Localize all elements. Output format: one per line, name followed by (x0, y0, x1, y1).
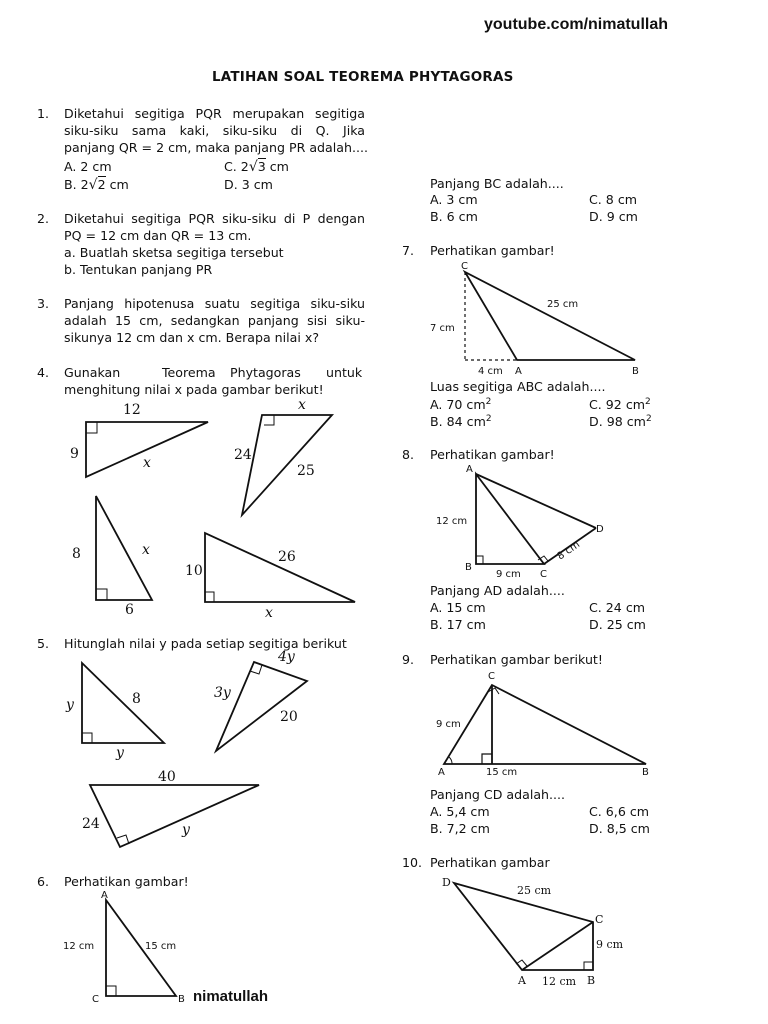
label: 9 cm (436, 719, 461, 730)
sub-question-b: b. Tentukan panjang PR (64, 262, 213, 277)
question-number: 8. (402, 447, 415, 462)
q5-figures (0, 645, 380, 860)
q8-question: Panjang AD adalah.... (430, 583, 565, 598)
question-text: Hitunglah nilai y pada setiap segitiga berikut (64, 636, 347, 651)
vertex-b-label: B (587, 974, 596, 987)
triangle-b (214, 649, 307, 751)
q8-option-c: C. 24 cm (589, 600, 646, 615)
q8-option-b: B. 17 cm (430, 617, 486, 632)
q6-figure (50, 888, 200, 1008)
label: 9 cm (496, 569, 521, 580)
label: x (298, 397, 306, 413)
option-b: B. 2√2 cm (64, 177, 129, 193)
q9-option-c: C. 6,6 cm (589, 804, 650, 819)
label: 24 (82, 816, 100, 832)
q9-option-a: A. 5,4 cm (430, 804, 490, 819)
q6-option-c: C. 8 cm (589, 192, 638, 207)
triangle-a (65, 663, 164, 761)
label: 4y (278, 649, 295, 665)
label: 3y (214, 685, 231, 701)
question-number: 1. (37, 106, 50, 121)
label: 6 (125, 602, 134, 618)
vertex-d-label: D (596, 524, 604, 535)
question-text: untuk (326, 365, 363, 380)
q6-question: Panjang BC adalah.... (430, 176, 564, 191)
q8-figure (420, 460, 620, 582)
question-text: menghitung nilai x pada gambar berikut! (64, 382, 324, 397)
vertex-b-label: B (632, 366, 639, 377)
label: 20 (280, 709, 298, 725)
question-text: adalah 15 cm, sedangkan panjang sisi siku- (64, 313, 365, 328)
label: x (265, 605, 273, 621)
q8-option-a: A. 15 cm (430, 600, 486, 615)
label: 9 cm (596, 938, 624, 951)
vertex-a-label: A (438, 767, 445, 778)
question-number: 5. (37, 636, 50, 651)
vertex-a-label: A (101, 890, 108, 901)
question-text: panjang QR = 2 cm, maka panjang PR adalah.... (64, 140, 368, 155)
triangle-a (70, 402, 208, 477)
label: 10 (185, 563, 203, 579)
triangle-d (185, 533, 355, 621)
vertex-c-label: C (595, 913, 604, 926)
footer-brand: nimatullah (193, 988, 269, 1005)
label: 12 cm (542, 975, 577, 988)
q8-option-d: D. 25 cm (589, 617, 646, 632)
q10-figure (430, 870, 630, 994)
q7-option-b: B. 84 $cm^2$ (430, 414, 492, 429)
q6-option-d: D. 9 cm (589, 209, 638, 224)
question-text: Perhatikan gambar (430, 855, 550, 870)
label: 4 cm (478, 366, 503, 377)
q6-option-a: A. 3 cm (430, 192, 478, 207)
vertex-a-label: A (466, 464, 473, 475)
label: 12 cm (436, 516, 468, 527)
vertex-b-label: B (178, 994, 185, 1005)
question-text: sikunya 12 cm dan x cm. Berapa nilai x? (64, 330, 320, 345)
question-text: PQ = 12 cm dan QR = 13 cm. (64, 228, 252, 243)
option-a: A. 2 cm (64, 159, 112, 174)
label: 40 (158, 769, 176, 785)
question-number: 9. (402, 652, 415, 667)
label: 25 cm (517, 884, 552, 897)
question-text: Diketahui segitiga PQR siku-siku di P dengan (64, 211, 365, 226)
label: x (142, 542, 150, 558)
question-text: Gunakan (64, 365, 121, 380)
label: 7 cm (430, 323, 455, 334)
q9-option-d: D. 8,5 cm (589, 821, 650, 836)
q7-option-d: D. 98 $cm^2$ (589, 414, 652, 429)
page-title: LATIHAN SOAL TEOREMA PHYTAGORAS (212, 69, 514, 85)
vertex-c-label: C (92, 994, 99, 1005)
q7-question: Luas segitiga ABC adalah.... (430, 379, 606, 394)
label: 25 (297, 463, 315, 479)
option-c: C. 2√3 cm (224, 159, 289, 175)
question-text: Teorema (162, 365, 216, 380)
label: y (182, 822, 190, 838)
q9-option-b: B. 7,2 cm (430, 821, 490, 836)
label: 12 cm (63, 941, 95, 952)
vertex-c-label: C (540, 569, 547, 580)
question-number: 7. (402, 243, 415, 258)
label: 8 cm (555, 539, 583, 563)
q9-figure (420, 665, 660, 783)
question-text: Diketahui segitiga PQR merupakan segitiga (64, 106, 365, 121)
vertex-d-label: D (442, 876, 451, 889)
label: 15 cm (145, 941, 177, 952)
question-text: Phytagoras (230, 365, 301, 380)
label: 8 (72, 546, 81, 562)
q9-question: Panjang CD adalah.... (430, 787, 566, 802)
q7-option-c: C. 92 $cm^2$ (589, 397, 651, 412)
label: y (66, 697, 74, 713)
label: 24 (234, 447, 252, 463)
question-text: Perhatikan gambar! (430, 243, 555, 258)
label: 8 (132, 691, 141, 707)
question-text: siku-siku sama kaki, siku-siku di Q. Jika (64, 123, 365, 138)
vertex-a-label: A (518, 974, 526, 987)
triangle-c (82, 769, 259, 847)
label: y (116, 745, 124, 761)
vertex-b-label: B (465, 562, 472, 573)
triangle-c (72, 496, 152, 618)
q4-figures (0, 395, 380, 625)
vertex-c-label: C (461, 261, 468, 272)
question-text: Panjang hipotenusa suatu segitiga siku-siku (64, 296, 365, 311)
q6-option-b: B. 6 cm (430, 209, 478, 224)
question-number: 3. (37, 296, 50, 311)
label: x (143, 455, 151, 471)
sub-question-a: a. Buatlah sketsa segitiga tersebut (64, 245, 284, 260)
question-number: 4. (37, 365, 50, 380)
label: 26 (278, 549, 296, 565)
label: 15 cm (486, 767, 518, 778)
label: 9 (70, 446, 79, 462)
question-number: 2. (37, 211, 50, 226)
vertex-b-label: B (642, 767, 649, 778)
question-text: Perhatikan gambar berikut! (430, 652, 603, 667)
question-text: Perhatikan gambar! (64, 874, 189, 889)
option-d: D. 3 cm (224, 177, 273, 192)
question-number: 6. (37, 874, 50, 889)
channel-url: youtube.com/nimatullah (484, 16, 669, 33)
vertex-a-label: A (515, 366, 522, 377)
label: 12 (123, 402, 141, 418)
triangle-b (234, 397, 332, 515)
q7-figure (420, 256, 660, 378)
label: 25 cm (547, 299, 579, 310)
q7-option-a: A. 70 $cm^2$ (430, 397, 492, 412)
vertex-c-label: C (488, 671, 495, 682)
question-text: Perhatikan gambar! (430, 447, 555, 462)
question-number: 10. (402, 855, 423, 870)
